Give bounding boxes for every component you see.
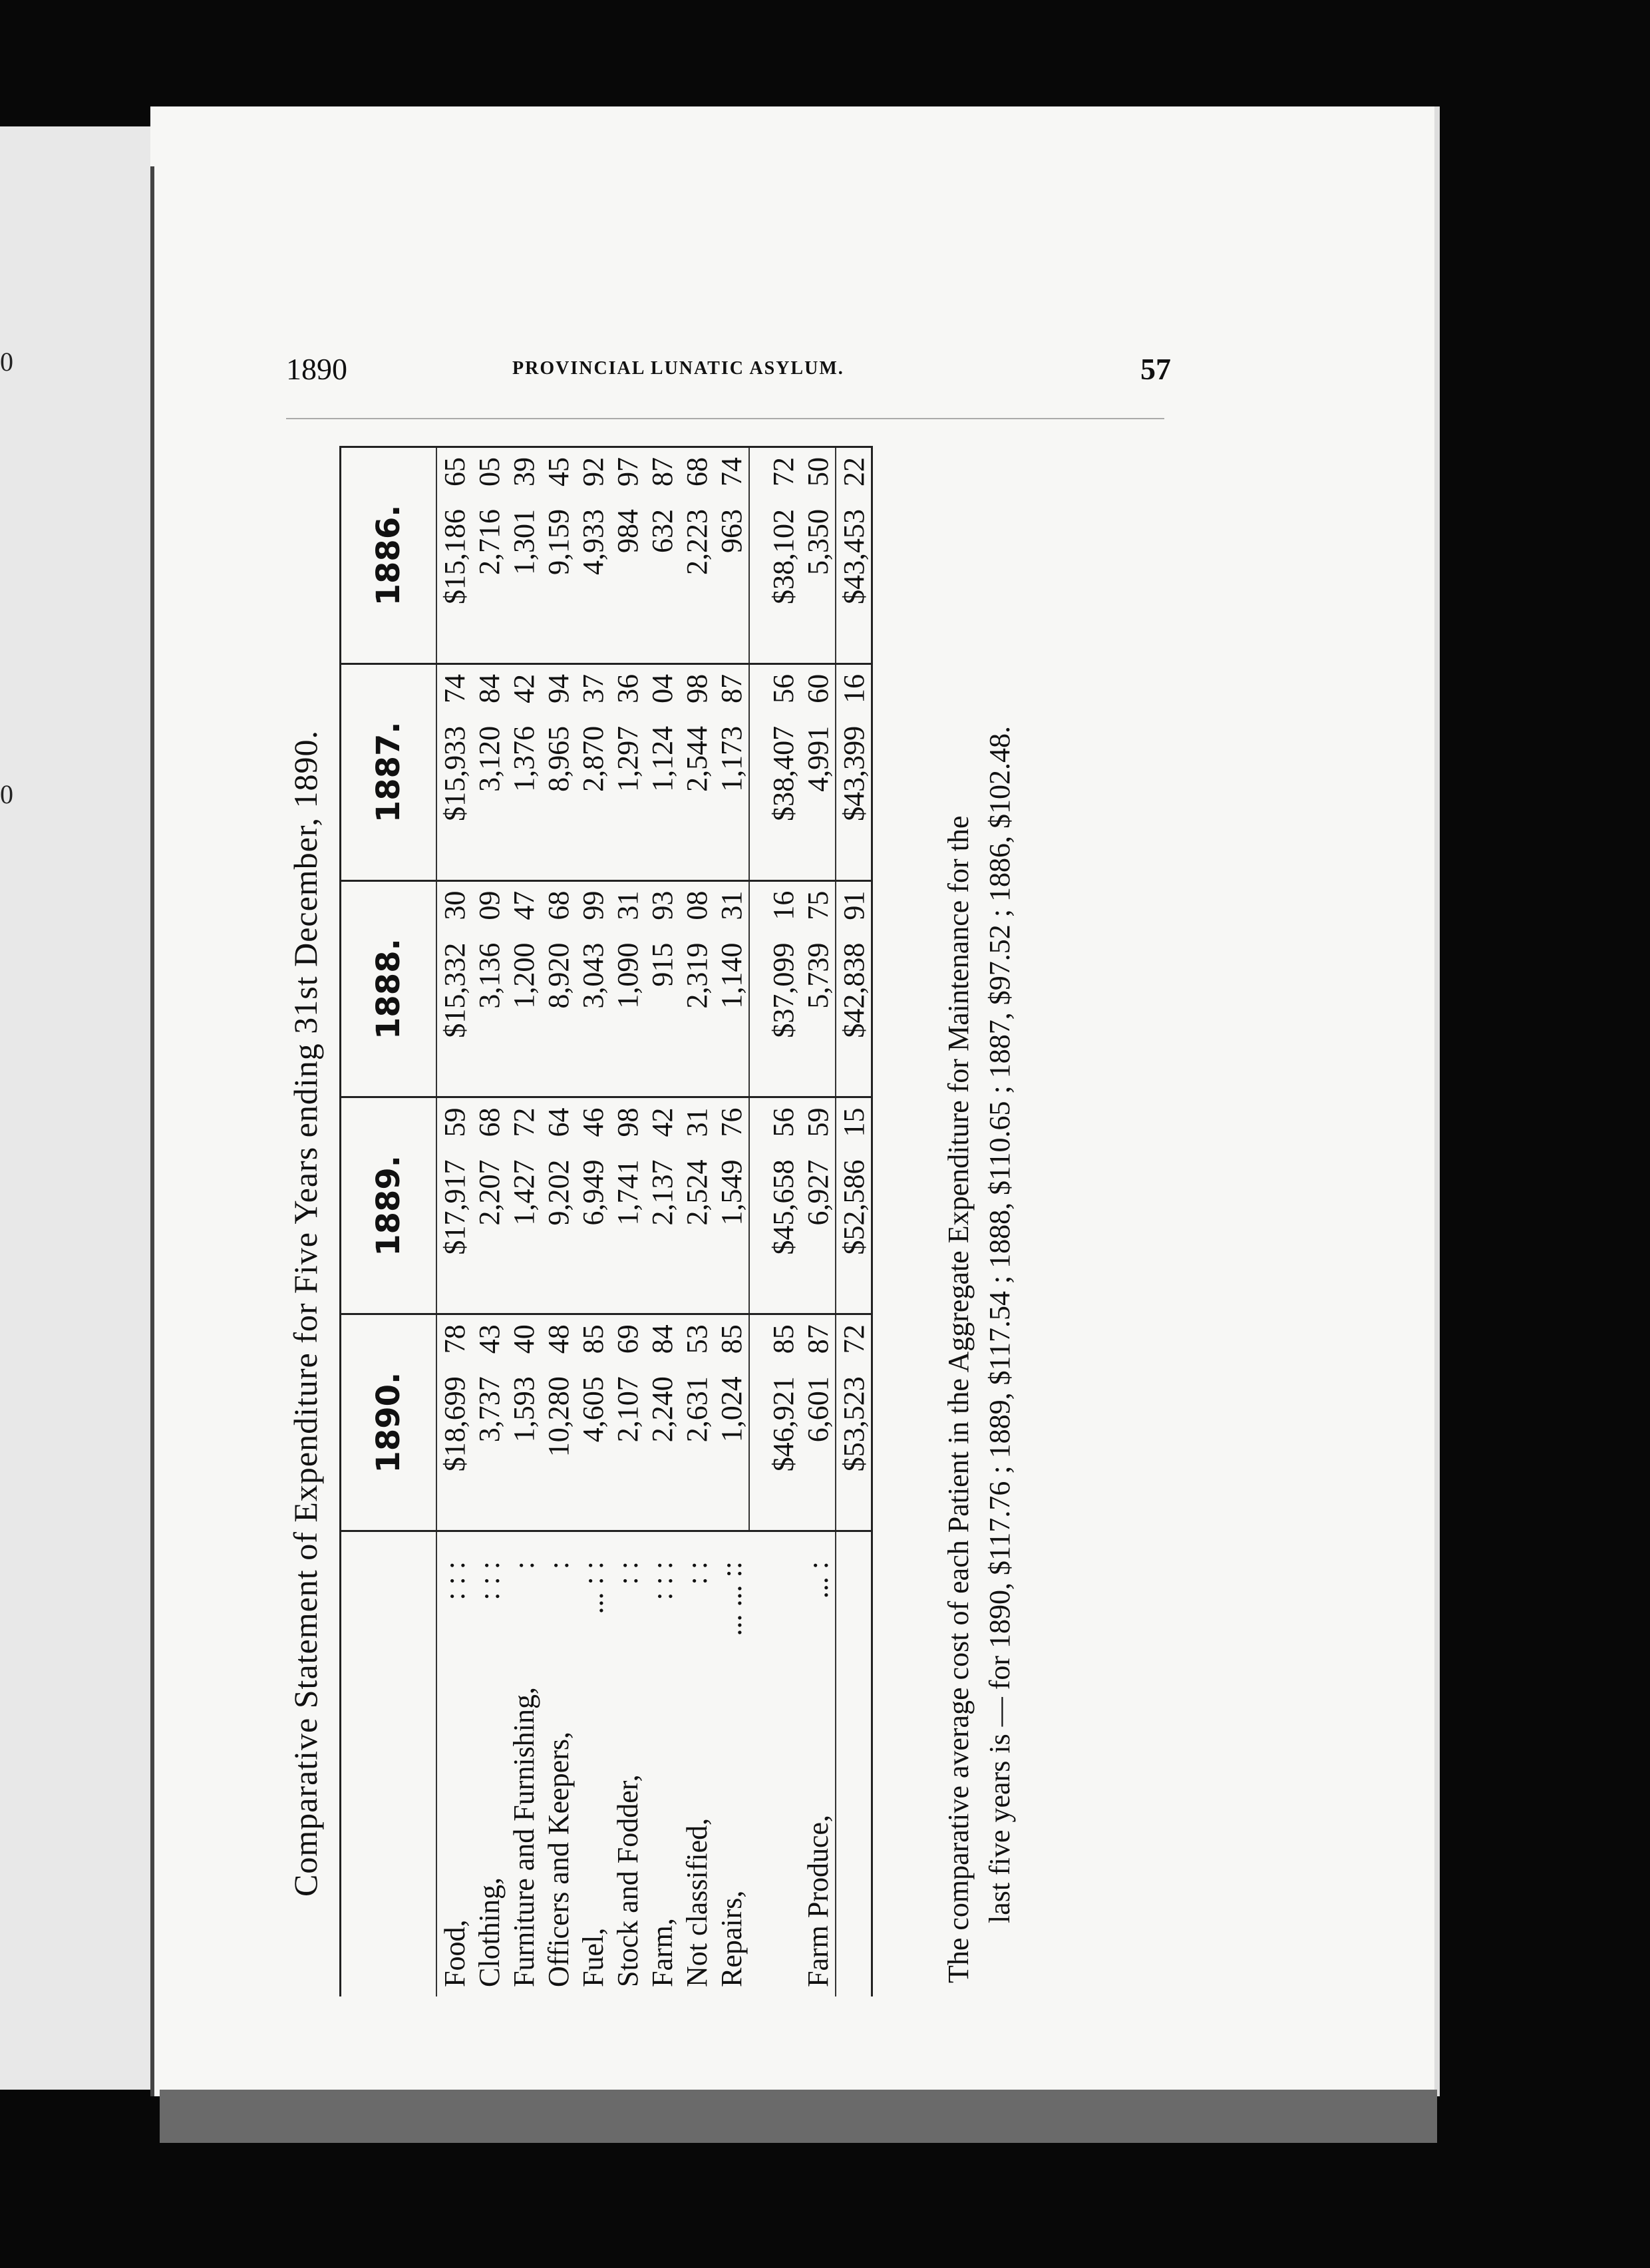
- cents: 30: [438, 890, 471, 920]
- cents: 64: [542, 1107, 575, 1137]
- dollars: $15,186: [438, 509, 471, 604]
- amount-cell: [472, 1314, 506, 1531]
- amount-cell: [541, 663, 576, 880]
- amount-cell: [836, 1097, 872, 1314]
- table-row: [541, 447, 576, 1997]
- amount-cell: [576, 663, 610, 880]
- dollars: 2,544: [680, 725, 713, 792]
- amount-cell: [645, 447, 679, 664]
- cents: 50: [801, 457, 834, 486]
- dollars: 2,240: [645, 1376, 679, 1443]
- dollars: 1,140: [715, 942, 748, 1009]
- amount-cell: [679, 447, 714, 664]
- cents: 37: [576, 673, 609, 703]
- running-title: PROVINCIAL LUNATIC ASYLUM.: [512, 358, 844, 379]
- amount-cell: [576, 447, 610, 664]
- amount-cell: [541, 1097, 576, 1314]
- column-header-row: [341, 447, 437, 1997]
- cents: 39: [507, 457, 540, 486]
- amount-cell: [541, 880, 576, 1097]
- cents: 09: [472, 890, 506, 920]
- dollars: $43,399: [837, 725, 870, 821]
- amount-cell: [800, 447, 836, 664]
- row-label-cell: [645, 1531, 679, 1996]
- leader-dots: ... : :: [576, 1561, 609, 1614]
- left-page-fragment: 0: [0, 779, 13, 809]
- amount-cell: [541, 447, 576, 664]
- header-year: 1890: [286, 352, 347, 386]
- amount-cell: [472, 663, 506, 880]
- table-row: [714, 447, 749, 1997]
- amount-cell: [836, 1314, 872, 1531]
- dollars: 2,319: [680, 942, 713, 1009]
- cents: 92: [576, 457, 609, 486]
- dollars: 1,741: [611, 1159, 644, 1226]
- leader-dots: : : :: [438, 1561, 471, 1601]
- amount-cell: [436, 447, 472, 664]
- left-page-fragment: 0: [0, 347, 13, 377]
- amount-cell: [679, 1097, 714, 1314]
- cents: 60: [801, 673, 834, 703]
- amount-cell: [645, 663, 679, 880]
- header-rule: [286, 418, 1164, 419]
- cents: 74: [715, 457, 748, 486]
- dollars: 6,949: [576, 1159, 609, 1226]
- dollars: 1,427: [507, 1159, 540, 1226]
- cents: 94: [542, 673, 575, 703]
- dollars: 3,737: [472, 1376, 506, 1443]
- cents: 08: [680, 890, 713, 920]
- row-label-cell: [576, 1531, 610, 1996]
- row-label: Clothing,: [472, 1877, 506, 1987]
- cents: 68: [472, 1107, 506, 1137]
- amount-cell: [645, 1097, 679, 1314]
- dollars: $18,699: [438, 1376, 471, 1472]
- amount-cell: [714, 880, 749, 1097]
- cents: 56: [766, 1107, 800, 1137]
- row-label: Repairs,: [715, 1890, 748, 1987]
- row-label-cell: [541, 1531, 576, 1996]
- amount-cell: [436, 663, 472, 880]
- dollars: $42,838: [837, 942, 870, 1038]
- label-column-header: [341, 1531, 437, 1996]
- cents: 72: [837, 1324, 870, 1354]
- footnote-line: last five years is — for 1890, $117.76 ; 1889, $117.54 ; 1888, $110.65 ; 1887, $97.52 ; 1886, $102.48.: [983, 726, 1016, 1923]
- cents: 87: [715, 673, 748, 703]
- dollars: 2,107: [611, 1376, 644, 1443]
- dollars: $15,933: [438, 725, 471, 821]
- dollars: 8,920: [542, 942, 575, 1009]
- dollars: 6,601: [801, 1376, 834, 1443]
- dollars: 1,301: [507, 509, 540, 575]
- dollars: 6,927: [801, 1159, 834, 1226]
- amount-cell: [436, 1314, 472, 1531]
- dollars: 4,605: [576, 1376, 609, 1443]
- cents: 93: [645, 890, 679, 920]
- dollars: 9,202: [542, 1159, 575, 1226]
- row-label: Stock and Fodder,: [611, 1774, 644, 1987]
- cents: 87: [645, 457, 679, 486]
- amount-cell: [506, 880, 541, 1097]
- dollars: $38,407: [766, 725, 800, 821]
- cents: 42: [507, 673, 540, 703]
- column-header: 1888.: [341, 880, 437, 1097]
- amount-cell: [576, 880, 610, 1097]
- cents: 05: [472, 457, 506, 486]
- amount-cell: [472, 447, 506, 664]
- amount-cell: [436, 1097, 472, 1314]
- dollars: 3,136: [472, 942, 506, 1009]
- row-label: Farm,: [645, 1918, 679, 1987]
- amount-cell: [645, 880, 679, 1097]
- row-label: Fuel,: [576, 1927, 609, 1987]
- dollars: $52,586: [837, 1159, 870, 1255]
- cents: 46: [576, 1107, 609, 1137]
- dollars: $46,921: [766, 1376, 800, 1472]
- book-spine: [150, 166, 154, 2096]
- cents: 85: [715, 1324, 748, 1354]
- cents: 76: [715, 1107, 748, 1137]
- dollars: 1,200: [507, 942, 540, 1009]
- dollars: 4,991: [801, 725, 834, 792]
- dollars: 2,870: [576, 725, 609, 792]
- dollars: $37,099: [766, 942, 800, 1038]
- row-label-cell: [610, 1531, 645, 1996]
- dollars: $43,453: [837, 509, 870, 604]
- table-row: [472, 447, 506, 1997]
- row-label-cell: [472, 1531, 506, 1996]
- cents: 22: [837, 457, 870, 486]
- row-label-cell: [679, 1531, 714, 1996]
- cents: 48: [542, 1324, 575, 1354]
- amount-cell: [714, 663, 749, 880]
- left-page-edge: [0, 126, 158, 2090]
- dollars: 5,350: [801, 509, 834, 575]
- dollars: 2,524: [680, 1159, 713, 1226]
- amount-cell: [749, 1314, 800, 1531]
- table-row: [506, 447, 541, 1997]
- expenditure-table: [339, 446, 873, 1996]
- row-label-cell: [836, 1531, 872, 1996]
- cents: 31: [611, 890, 644, 920]
- dollars: 2,716: [472, 509, 506, 575]
- amount-cell: [576, 1097, 610, 1314]
- dollars: 2,137: [645, 1159, 679, 1226]
- table-row: [610, 447, 645, 1997]
- amount-cell: [610, 663, 645, 880]
- leader-dots: ... :: [801, 1561, 834, 1599]
- cents: 68: [680, 457, 713, 486]
- cents: 16: [766, 890, 800, 920]
- amount-cell: [610, 1097, 645, 1314]
- cents: 78: [438, 1324, 471, 1354]
- total-row: [836, 447, 872, 1997]
- column-header: 1890.: [341, 1314, 437, 1531]
- row-label-cell: [506, 1531, 541, 1996]
- amount-cell: [610, 1314, 645, 1531]
- cents: 68: [542, 890, 575, 920]
- dollars: 632: [645, 509, 679, 553]
- dollars: 4,933: [576, 509, 609, 575]
- dollars: 5,739: [801, 942, 834, 1009]
- dollars: $38,102: [766, 509, 800, 604]
- cents: 53: [680, 1324, 713, 1354]
- dollars: 1,124: [645, 725, 679, 792]
- amount-cell: [610, 880, 645, 1097]
- dollars: 9,159: [542, 509, 575, 575]
- cents: 31: [680, 1107, 713, 1137]
- amount-cell: [714, 1097, 749, 1314]
- dollars: $17,917: [438, 1159, 471, 1255]
- table-row: [645, 447, 679, 1997]
- leader-dots: : :: [611, 1561, 644, 1585]
- dollars: $45,658: [766, 1159, 800, 1255]
- amount-cell: [836, 663, 872, 880]
- amount-cell: [749, 1097, 800, 1314]
- column-header: 1889.: [341, 1097, 437, 1314]
- cents: 42: [645, 1107, 679, 1137]
- amount-cell: [506, 447, 541, 664]
- leader-dots: : : :: [472, 1561, 506, 1601]
- dollars: $15,332: [438, 942, 471, 1038]
- dollars: 2,207: [472, 1159, 506, 1226]
- cents: 36: [611, 673, 644, 703]
- leader-dots: : :: [680, 1561, 713, 1585]
- amount-cell: [749, 663, 800, 880]
- amount-cell: [714, 447, 749, 664]
- dollars: 1,090: [611, 942, 644, 1009]
- cents: 91: [837, 890, 870, 920]
- cents: 98: [680, 673, 713, 703]
- amount-cell: [472, 1097, 506, 1314]
- table-title: Comparative Statement of Expenditure for Five Years ending 31st December, 1890.: [287, 730, 324, 1897]
- cents: 40: [507, 1324, 540, 1354]
- leader-dots: ... ... ::: [715, 1561, 748, 1636]
- dollars: 10,280: [542, 1376, 575, 1457]
- dollars: 1,297: [611, 725, 644, 792]
- row-label-cell: [436, 1531, 472, 1996]
- cents: 69: [611, 1324, 644, 1354]
- dollars: 2,223: [680, 509, 713, 575]
- cents: 85: [576, 1324, 609, 1354]
- cents: 47: [507, 890, 540, 920]
- column-header: 1887.: [341, 663, 437, 880]
- amount-cell: [472, 880, 506, 1097]
- amount-cell: [506, 1314, 541, 1531]
- subtotal-row: [749, 447, 800, 1997]
- cents: 74: [438, 673, 471, 703]
- dollars: 3,120: [472, 725, 506, 792]
- table-row: [800, 447, 836, 1997]
- amount-cell: [749, 880, 800, 1097]
- leader-dots: :: [542, 1561, 575, 1570]
- dollars: 1,549: [715, 1159, 748, 1226]
- amount-cell: [679, 880, 714, 1097]
- row-label: Not classified,: [680, 1817, 713, 1987]
- dollars: 3,043: [576, 942, 609, 1009]
- cents: 43: [472, 1324, 506, 1354]
- cents: 75: [801, 890, 834, 920]
- cents: 84: [645, 1324, 679, 1354]
- cents: 15: [837, 1107, 870, 1137]
- amount-cell: [800, 663, 836, 880]
- rotated-table-block: [286, 446, 1164, 1996]
- amount-cell: [610, 447, 645, 664]
- cents: 72: [766, 457, 800, 486]
- amount-cell: [800, 880, 836, 1097]
- row-label-cell: [714, 1531, 749, 1996]
- cents: 85: [766, 1324, 800, 1354]
- amount-cell: [836, 447, 872, 664]
- row-label-cell: [800, 1531, 836, 1996]
- amount-cell: [576, 1314, 610, 1531]
- cents: 72: [507, 1107, 540, 1137]
- cents: 45: [542, 457, 575, 486]
- dollars: 8,965: [542, 725, 575, 792]
- table-row: [436, 447, 472, 1997]
- cents: 84: [472, 673, 506, 703]
- cents: 59: [438, 1107, 471, 1137]
- page-shadow: [160, 2090, 1437, 2143]
- cents: 98: [611, 1107, 644, 1137]
- amount-cell: [541, 1314, 576, 1531]
- amount-cell: [506, 1097, 541, 1314]
- page-number: 57: [1140, 352, 1171, 386]
- column-header: 1886.: [341, 447, 437, 664]
- cents: 97: [611, 457, 644, 486]
- amount-cell: [436, 880, 472, 1097]
- footnote: [938, 466, 1021, 1983]
- amount-cell: [714, 1314, 749, 1531]
- amount-cell: [800, 1314, 836, 1531]
- amount-cell: [645, 1314, 679, 1531]
- table-row: [576, 447, 610, 1997]
- dollars: 2,631: [680, 1376, 713, 1443]
- cents: 87: [801, 1324, 834, 1354]
- dollars: 915: [645, 942, 679, 987]
- dollars: 963: [715, 509, 748, 553]
- row-label-cell: [749, 1531, 800, 1996]
- page-header: [286, 351, 1171, 391]
- cents: 99: [576, 890, 609, 920]
- dollars: 1,024: [715, 1376, 748, 1443]
- footnote-line: The comparative average cost of each Patient in the Aggregate Expenditure for Maintenance for the: [942, 815, 975, 1983]
- cents: 65: [438, 457, 471, 486]
- leader-dots: :: [507, 1561, 540, 1570]
- amount-cell: [679, 1314, 714, 1531]
- amount-cell: [800, 1097, 836, 1314]
- dollars: 1,376: [507, 725, 540, 792]
- cents: 56: [766, 673, 800, 703]
- dollars: 1,173: [715, 725, 748, 792]
- leader-dots: : : :: [645, 1561, 679, 1601]
- cents: 59: [801, 1107, 834, 1137]
- row-label: Officers and Keepers,: [542, 1731, 575, 1987]
- table-row: [679, 447, 714, 1997]
- dollars: 984: [611, 509, 644, 553]
- dollars: $53,523: [837, 1376, 870, 1472]
- row-label: Food,: [438, 1919, 471, 1987]
- cents: 16: [837, 673, 870, 703]
- dollars: 1,593: [507, 1376, 540, 1443]
- amount-cell: [506, 663, 541, 880]
- amount-cell: [749, 447, 800, 664]
- cents: 31: [715, 890, 748, 920]
- amount-cell: [836, 880, 872, 1097]
- row-label: Furniture and Furnishing,: [507, 1687, 540, 1987]
- amount-cell: [679, 663, 714, 880]
- cents: 04: [645, 673, 679, 703]
- row-label: Farm Produce,: [801, 1814, 834, 1987]
